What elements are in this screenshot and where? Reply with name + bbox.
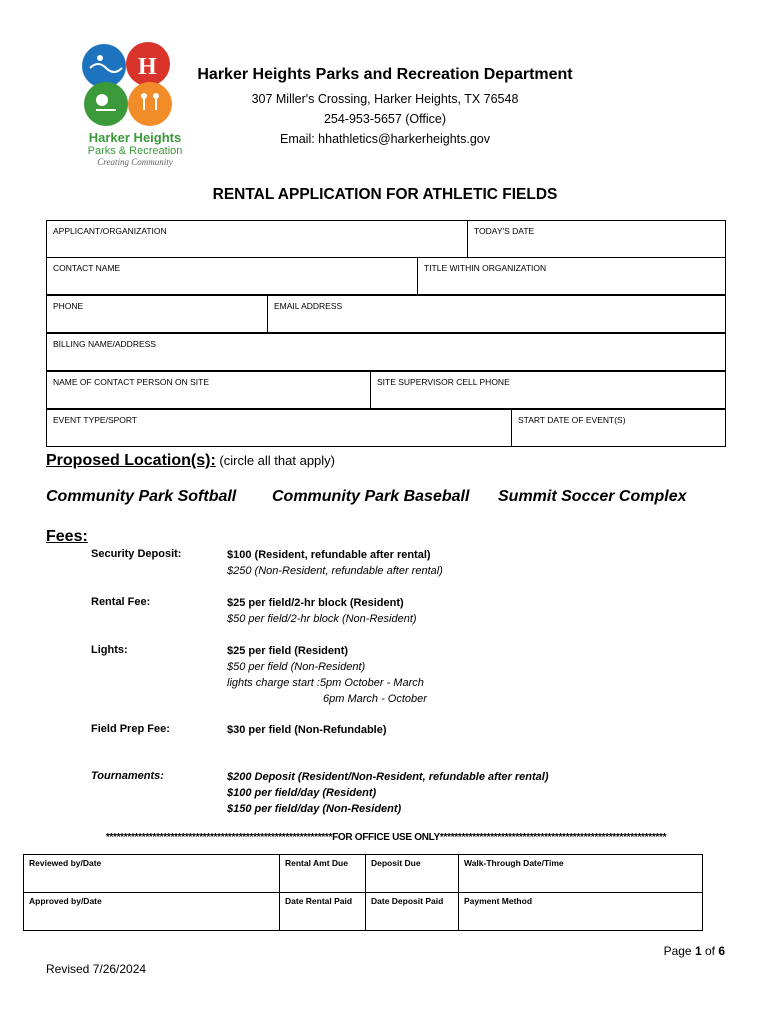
office-use-table — [23, 854, 703, 931]
logo-line1: Harker Heights — [88, 130, 182, 145]
form-row-6 — [46, 409, 726, 447]
walkthrough-label: Walk-Through Date/Time — [464, 858, 564, 868]
security-deposit-values — [227, 547, 443, 579]
billing-field[interactable] — [47, 334, 727, 370]
rental-fee-label: Rental Fee: — [91, 596, 151, 608]
email-label: EMAIL ADDRESS — [274, 301, 343, 311]
approved-by-field[interactable] — [24, 893, 280, 931]
org-email: Email: hhathletics@harkerheights.gov — [279, 132, 491, 146]
rental-amt-field[interactable] — [280, 855, 366, 893]
form-row-2 — [46, 257, 726, 295]
rental-resident: $25 per field/2-hr block (Resident) — [227, 597, 404, 609]
rental-nonresident: $50 per field/2-hr block (Non-Resident) — [227, 613, 417, 625]
lights-values — [227, 643, 427, 707]
field-prep-values — [227, 722, 387, 738]
logo-tagline: Creating Community — [97, 157, 173, 167]
locations-heading-block — [46, 452, 335, 470]
locations-heading: Proposed Location(s): — [46, 452, 216, 469]
event-type-field[interactable] — [47, 410, 511, 446]
fees-heading: Fees: — [46, 528, 88, 545]
lights-resident: $25 per field (Resident) — [227, 645, 349, 657]
start-date-field[interactable] — [511, 410, 727, 446]
phone-field[interactable] — [47, 296, 267, 332]
payment-method-label: Payment Method — [464, 896, 533, 906]
field-prep-fee: $30 per field (Non-Refundable) — [227, 724, 387, 736]
revised-date: Revised 7/26/2024 — [46, 962, 147, 976]
page-of: of — [701, 944, 719, 958]
rental-amt-label: Rental Amt Due — [285, 858, 348, 868]
logo-line2: Parks & Recreation — [87, 145, 183, 157]
phone-label: PHONE — [53, 301, 84, 311]
location-option-softball[interactable]: Community Park Softball — [46, 488, 237, 505]
form-row-3 — [46, 295, 726, 333]
deposit-due-field[interactable] — [366, 855, 459, 893]
reviewed-by-label: Reviewed by/Date — [29, 858, 102, 868]
security-nonresident: $250 (Non-Resident, refundable after rental) — [227, 565, 443, 577]
security-deposit-label: Security Deposit: — [91, 548, 182, 560]
tournaments-label: Tournaments: — [91, 770, 164, 782]
todays-date-label: TODAY'S DATE — [474, 226, 535, 236]
walkthrough-field[interactable] — [459, 855, 703, 893]
supervisor-phone-field[interactable] — [370, 372, 727, 408]
date-rental-paid-label: Date Rental Paid — [285, 896, 353, 906]
security-resident: $100 (Resident, refundable after rental) — [227, 549, 431, 561]
form-row-5 — [46, 371, 726, 409]
field-prep-label: Field Prep Fee: — [91, 723, 170, 735]
tournament-resident: $100 per field/day (Resident) — [227, 787, 377, 799]
title-label: TITLE WITHIN ORGANIZATION — [424, 263, 547, 273]
lights-label: Lights: — [91, 644, 128, 656]
form-row-1 — [46, 220, 726, 258]
payment-method-field[interactable] — [459, 893, 703, 931]
applicant-field[interactable] — [47, 221, 467, 257]
office-use-banner: ***************************************************************FOR OFFICE USE ONLY*************************************************************** — [105, 832, 667, 843]
reviewed-by-field[interactable] — [24, 855, 280, 893]
onsite-contact-label: NAME OF CONTACT PERSON ON SITE — [53, 377, 210, 387]
tournament-deposit: $200 Deposit (Resident/Non-Resident, refundable after rental) — [227, 771, 549, 783]
page-current: 1 — [694, 944, 702, 958]
date-deposit-paid-label: Date Deposit Paid — [371, 896, 444, 906]
applicant-label: APPLICANT/ORGANIZATION — [53, 226, 167, 236]
page-total: 6 — [718, 944, 725, 958]
email-field[interactable] — [267, 296, 727, 332]
page-number — [664, 944, 725, 958]
lights-schedule-1: lights charge start :5pm October - March — [227, 677, 424, 689]
tournament-nonresident: $150 per field/day (Non-Resident) — [227, 803, 402, 815]
org-phone: 254-953-5657 (Office) — [323, 112, 447, 126]
org-address: 307 Miller's Crossing, Harker Heights, TX 76548 — [251, 92, 519, 106]
org-name: Harker Heights Parks and Recreation Department — [197, 66, 573, 83]
page-prefix: Page — [663, 944, 695, 958]
rental-fee-values — [227, 595, 417, 627]
locations-note: (circle all that apply) — [215, 453, 335, 468]
form-title: RENTAL APPLICATION FOR ATHLETIC FIELDS — [212, 186, 558, 203]
date-deposit-paid-field[interactable] — [366, 893, 459, 931]
form-row-4 — [46, 333, 726, 371]
start-date-label: START DATE OF EVENT(S) — [518, 415, 626, 425]
todays-date-field[interactable] — [467, 221, 727, 257]
approved-by-label: Approved by/Date — [29, 896, 102, 906]
billing-label: BILLING NAME/ADDRESS — [53, 339, 156, 349]
lights-nonresident: $50 per field (Non-Resident) — [227, 661, 366, 673]
supervisor-phone-label: SITE SUPERVISOR CELL PHONE — [377, 377, 510, 387]
event-type-label: EVENT TYPE/SPORT — [53, 415, 138, 425]
location-option-baseball[interactable]: Community Park Baseball — [272, 488, 470, 505]
onsite-contact-field[interactable] — [47, 372, 370, 408]
tournaments-values — [227, 769, 549, 817]
contact-name-field[interactable] — [47, 258, 417, 294]
title-field[interactable] — [417, 258, 727, 294]
svg-text:H: H — [138, 54, 157, 80]
contact-name-label: CONTACT NAME — [53, 263, 121, 273]
lights-schedule-2: 6pm March - October — [323, 693, 427, 705]
deposit-due-label: Deposit Due — [371, 858, 421, 868]
date-rental-paid-field[interactable] — [280, 893, 366, 931]
location-option-soccer[interactable]: Summit Soccer Complex — [498, 488, 687, 505]
